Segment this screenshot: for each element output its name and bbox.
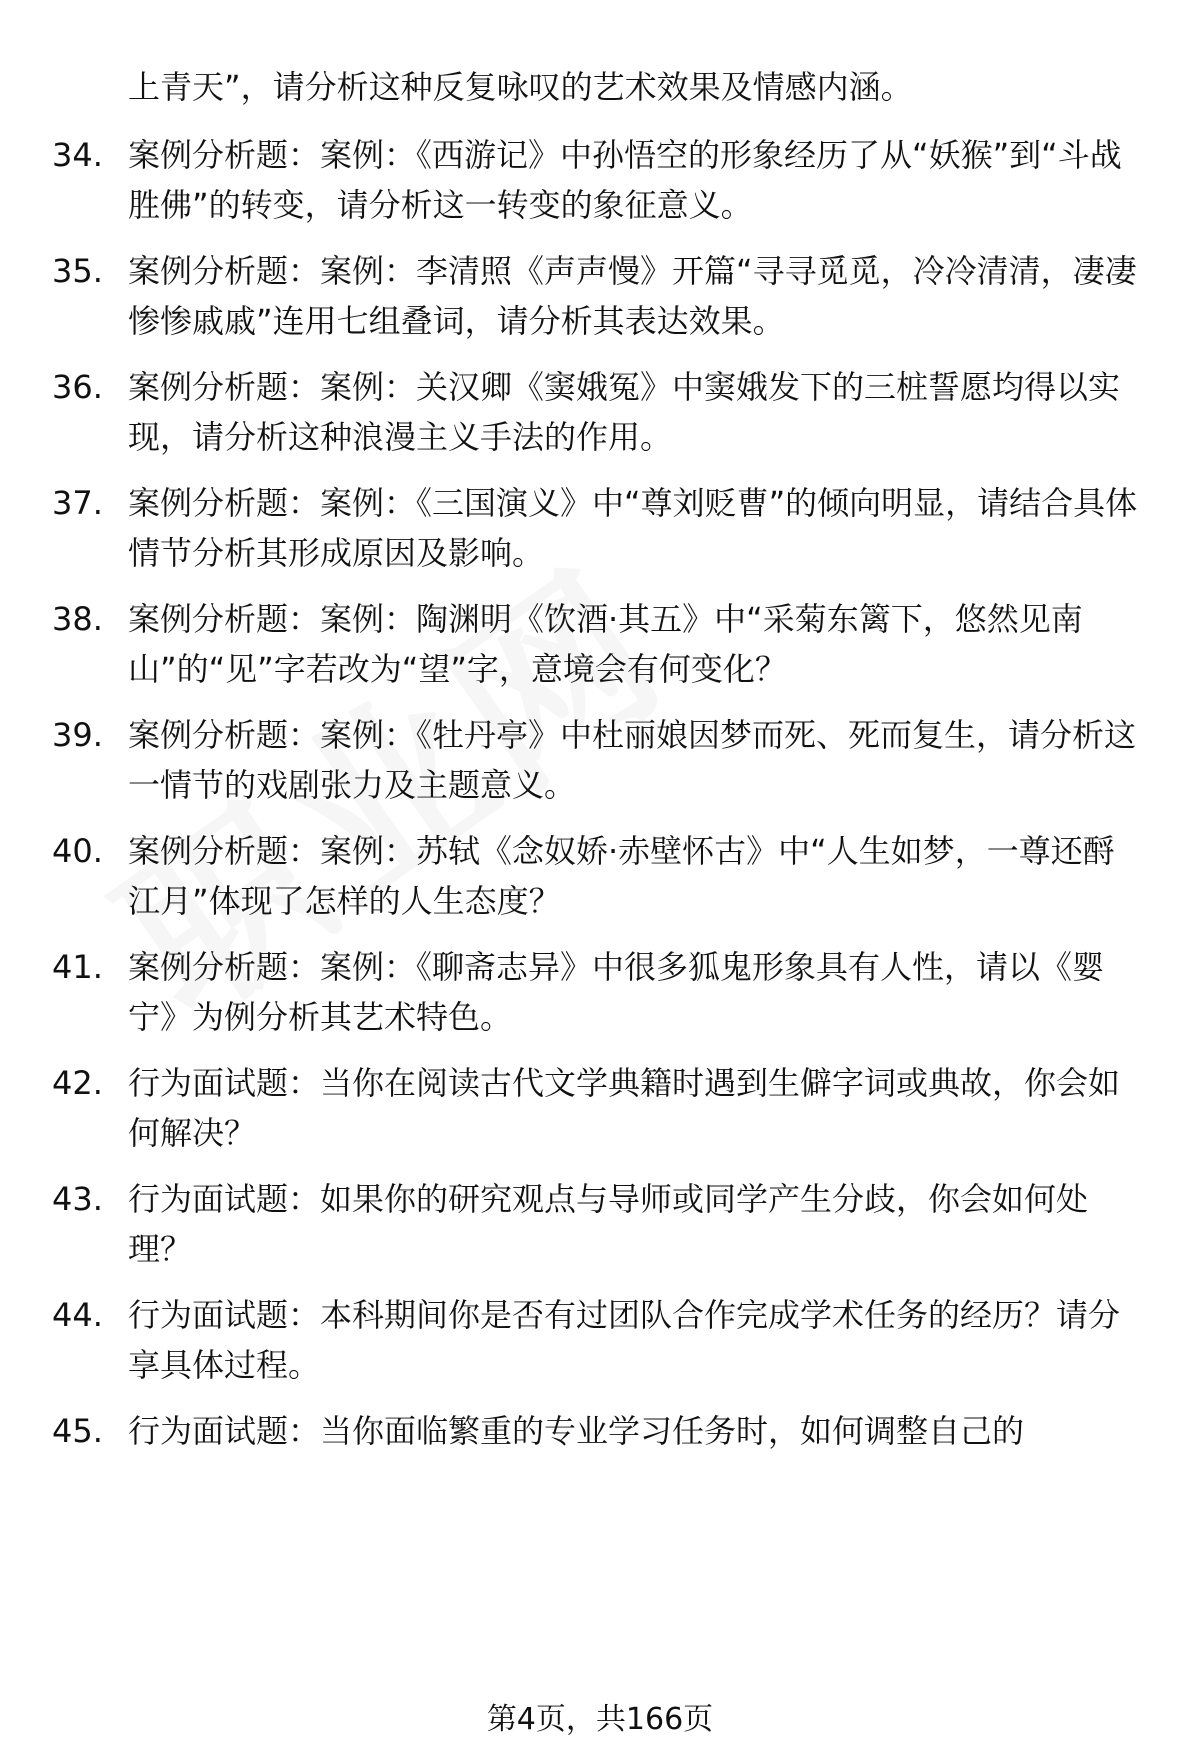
- item-text: 行为面试题：当你面临繁重的专业学习任务时，如何调整自己的: [128, 1412, 1025, 1450]
- item-number: 45.: [52, 1412, 103, 1450]
- list-item: [52, 246, 1152, 346]
- item-text: 案例分析题：案例：李清照《声声慢》开篇“寻寻觅觅，冷冷清清，凄凄惨惨戚戚”连用七组叠词，请分析其表达效果。: [128, 252, 1137, 340]
- list-item: [52, 1406, 1152, 1456]
- list-item: [52, 594, 1152, 694]
- list-item: [52, 478, 1152, 578]
- list-item: [52, 942, 1152, 1042]
- list-item: [52, 710, 1152, 810]
- item-number: 39.: [52, 716, 103, 754]
- item-number: 40.: [52, 832, 103, 870]
- item-number: 37.: [52, 484, 103, 522]
- continuation-text: 上青天”，请分析这种反复咏叹的艺术效果及情感内涵。: [128, 68, 913, 106]
- list-item: [52, 1174, 1152, 1274]
- item-number: 43.: [52, 1180, 103, 1218]
- item-number: 41.: [52, 948, 103, 986]
- item-number: 35.: [52, 252, 103, 290]
- item-text: 案例分析题：案例：《聊斋志异》中很多狐鬼形象具有人性，请以《婴宁》为例分析其艺术特色。: [128, 948, 1105, 1036]
- item-text: 案例分析题：案例：《牡丹亭》中杜丽娘因梦而死、死而复生，请分析这一情节的戏剧张力及主题意义。: [128, 716, 1137, 804]
- item-text: 行为面试题：如果你的研究观点与导师或同学产生分歧，你会如何处理？: [128, 1180, 1089, 1268]
- item-text: 行为面试题：当你在阅读古代文学典籍时遇到生僻字词或典故，你会如何解决？: [128, 1064, 1121, 1152]
- item-text: 案例分析题：案例：陶渊明《饮酒·其五》中“采菊东篱下，悠然见南山”的“见”字若改为“望”字，意境会有何变化？: [128, 600, 1083, 688]
- item-number: 34.: [52, 136, 103, 174]
- item-text: 案例分析题：案例：关汉卿《窦娥冤》中窦娥发下的三桩誓愿均得以实现，请分析这种浪漫主义手法的作用。: [128, 368, 1121, 456]
- item-text: 案例分析题：案例：苏轼《念奴娇·赤壁怀古》中“人生如梦，一尊还酹江月”体现了怎样的人生态度？: [128, 832, 1115, 920]
- item-text: 行为面试题：本科期间你是否有过团队合作完成学术任务的经历？请分享具体过程。: [128, 1296, 1121, 1384]
- list-item: [52, 362, 1152, 462]
- item-number: 36.: [52, 368, 103, 406]
- list-item: [52, 1058, 1152, 1158]
- item-number: 44.: [52, 1296, 103, 1334]
- item-number: 38.: [52, 600, 103, 638]
- page-footer: 第4页，共166页: [486, 1702, 714, 1737]
- list-item: [52, 826, 1152, 926]
- item-number: 42.: [52, 1064, 103, 1102]
- list-item: [52, 1290, 1152, 1390]
- item-text: 案例分析题：案例：《西游记》中孙悟空的形象经历了从“妖猴”到“斗战胜佛”的转变，请分析这一转变的象征意义。: [128, 136, 1122, 224]
- list-item: [52, 130, 1152, 230]
- item-text: 案例分析题：案例：《三国演义》中“尊刘贬曹”的倾向明显，请结合具体情节分析其形成原因及影响。: [128, 484, 1138, 572]
